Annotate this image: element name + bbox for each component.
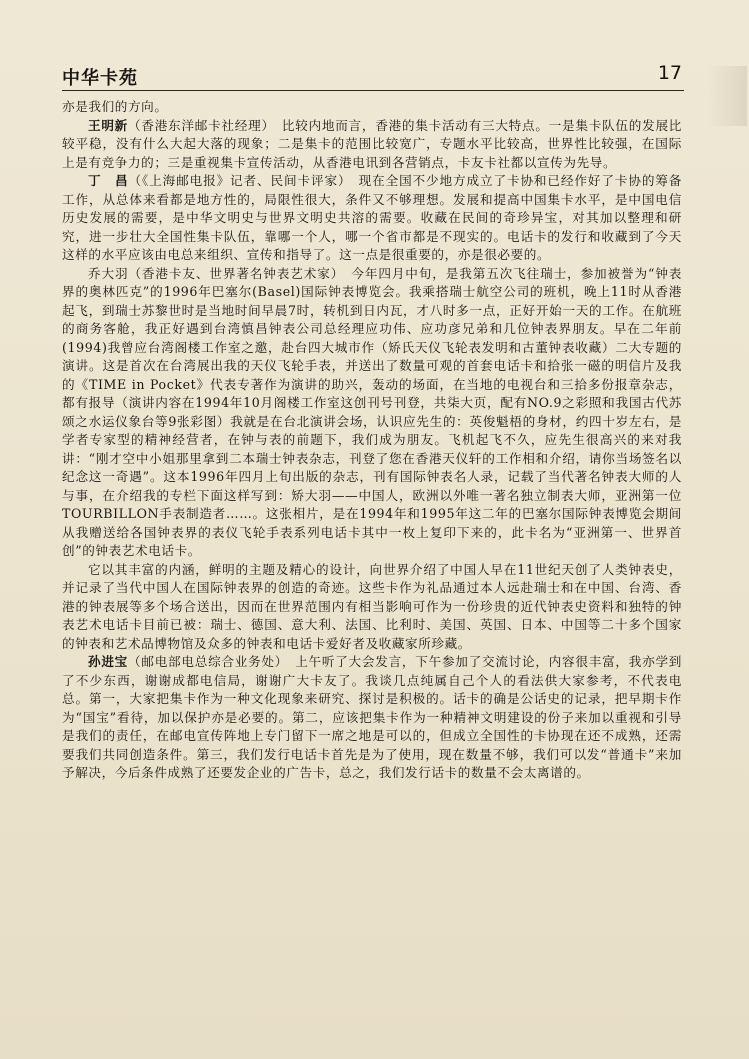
paragraph-watch-phonecard xyxy=(62,561,682,654)
paragraph-text: 亦是我们的方向。 xyxy=(62,99,168,114)
speaker-name: 王明新 xyxy=(88,117,129,133)
paragraph-wang-mingxin xyxy=(62,117,682,173)
paragraph-sun-jinbao xyxy=(62,653,682,783)
page-number: 17 xyxy=(657,62,682,84)
paragraph-qiao-dayu xyxy=(62,265,682,561)
paragraph-text: （《上海邮电报》记者、民间卡评家） 现在全国不少地方成立了卡协和已经作好了卡协的筹备工作，从总体来看都是地方性的，局限性很大，条件又不够理想。发展和提高中国集卡水平，是中国电信历史发展的需要，是中华文明史与世界文明史共溶的需要。收藏在民间的奇珍异宝，对其加以整理和研究，进一步壮大全国性集卡队伍，靠哪一个人，哪一个省市都是不现实的。电话卡的发行和收藏到了今天这样的水平应该由电总来组织、宣传和指导了。这一点是很重要的，亦是很必要的。 xyxy=(62,173,682,262)
paragraph-text: （邮电部电总综合业务处） 上午听了大会发言，下午参加了交流讨论，内容很丰富，我亦学到了不少东西，谢谢成都电信局，谢谢广大卡友了。我谈几点纯属自己个人的看法供大家参考，不代表电总。第一，大家把集卡作为一种文化现象来研究、探讨是积极的。话卡的确是公话史的记录，把早期卡作为“国宝”看待，加以保护亦是必要的。第二，应该把集卡作为一种精神文明建设的份子来加以重视和引导是我们的责任，在邮电宣传阵地上专门留下一席之地是可以的，但成立全国性的卡协现在还不成熟，还需要我们共同创造条件。第三，我们发行电话卡首先是为了使用，现在数量不够，我们可以发“普通卡”来加予解决，今后条件成熟了还要发企业的广告卡，总之，我们发行话卡的数量不会太离谱的。 xyxy=(62,654,682,780)
masthead-title: 中华卡苑 xyxy=(62,68,138,89)
paragraph-text: 乔大羽（香港卡友、世界著名钟表艺术家） 今年四月中旬，是我第五次飞往瑞士，参加被誉为“钟表界的奥林匹克”的1996年巴塞尔(Basel)国际钟表博览会。我乘搭瑞士航空公司的班机，晚上11时从香港起飞，到瑞士苏黎世时是当地时间早晨7时，转机到日内瓦，才八时多一点，正好开始一天的工作。在航班的商务客舱，我正好遇到台湾慎昌钟表公司总经理应功伟、应功彦兄弟和几位钟表界朋友。早在二年前(1994)我曾应台湾阁楼工作室之邀，赴台四大城市作（矫氏天仪飞轮表发明和古董钟表收藏）二大专题的演讲。这是首次在台湾展出我的天仪飞轮手表，并送出了数量可观的首套电话卡和拾张一磁的明信片及我的《TIME in Pocket》代表专著作为演讲的助兴，轰动的场面，在当地的电视台和三拾多份报章杂志，都有报导（演讲内容在1994年10月阁楼工作室这创刊号刊登，共柒大页，配有NO.9之彩照和我国古代苏颂之水运仪象台等9张彩图）我就是在台北演讲会场，认识应先生的：英俊魁梧的身材，约四十岁左右，是学者专家型的精神经营者，在钟与表的前题下，我们成为朋友。飞机起飞不久，应先生很高兴的来对我讲：“刚才空中小姐那里拿到二本瑞士钟表杂志，刊登了您在香港天仪轩的工作相和介绍，请你当场签名以纪念这一奇遇”。这本1996年四月上旬出版的杂志，刊有国际钟表名人录，记载了当代著名钟表大师的人与事，在介绍我的专栏下面这样写到：矫大羽——中国人，欧洲以外唯一著名独立制表大师，亚洲第一位TOURBILLON手表制造者……。这张相片，是在1994年和1995年这二年的巴塞尔国际钟表博览会期间从我赠送给各国钟表界的表仪飞轮手表系列电话卡其中一枚上复印下来的，此卡名为“亚洲第一、世界首创”的钟表艺术电话卡。 xyxy=(62,265,682,558)
page-header xyxy=(62,60,684,92)
speaker-name: 丁 昌 xyxy=(88,173,129,188)
header-rule xyxy=(62,90,684,91)
page-edge-bleed xyxy=(707,66,747,126)
speaker-name: 孙进宝 xyxy=(88,654,129,669)
paragraph-text: 它以其丰富的内涵，鲜明的主题及精心的设计，向世界介绍了中国人早在11世纪天创了人类钟表史，并记录了当代中国人在国际钟表界的创造的奇迹。这些卡作为礼品通过本人远赴瑞士和在中国、台湾、香港的钟表展等多个场合送出，因而在世界范围内有相当影响可作为一份珍贵的近代钟表史资料和独特的钟表艺术电话卡目前已被：瑞士、德国、意大利、法国、比利时、美国、英国、日本、中国等二十多个国家的钟表和艺术品博物馆及众多的钟表和电话卡爱好者及收藏家所珍藏。 xyxy=(62,561,682,651)
article-body xyxy=(62,98,682,783)
paragraph-text: （香港东洋邮卡社经理） 比较内地而言，香港的集卡活动有三大特点。一是集卡队伍的发展比较平稳，没有什么大起大落的现象；二是集卡的范围比较宽广，专题水平比较高，世界性比较强，在国际上是有竞争力的；三是重视集卡宣传活动，从香港电讯到各营销点，卡友卡社都以宣传为先导。 xyxy=(62,117,682,170)
paragraph-intro xyxy=(62,98,682,117)
paragraph-ding-chang xyxy=(62,172,682,265)
